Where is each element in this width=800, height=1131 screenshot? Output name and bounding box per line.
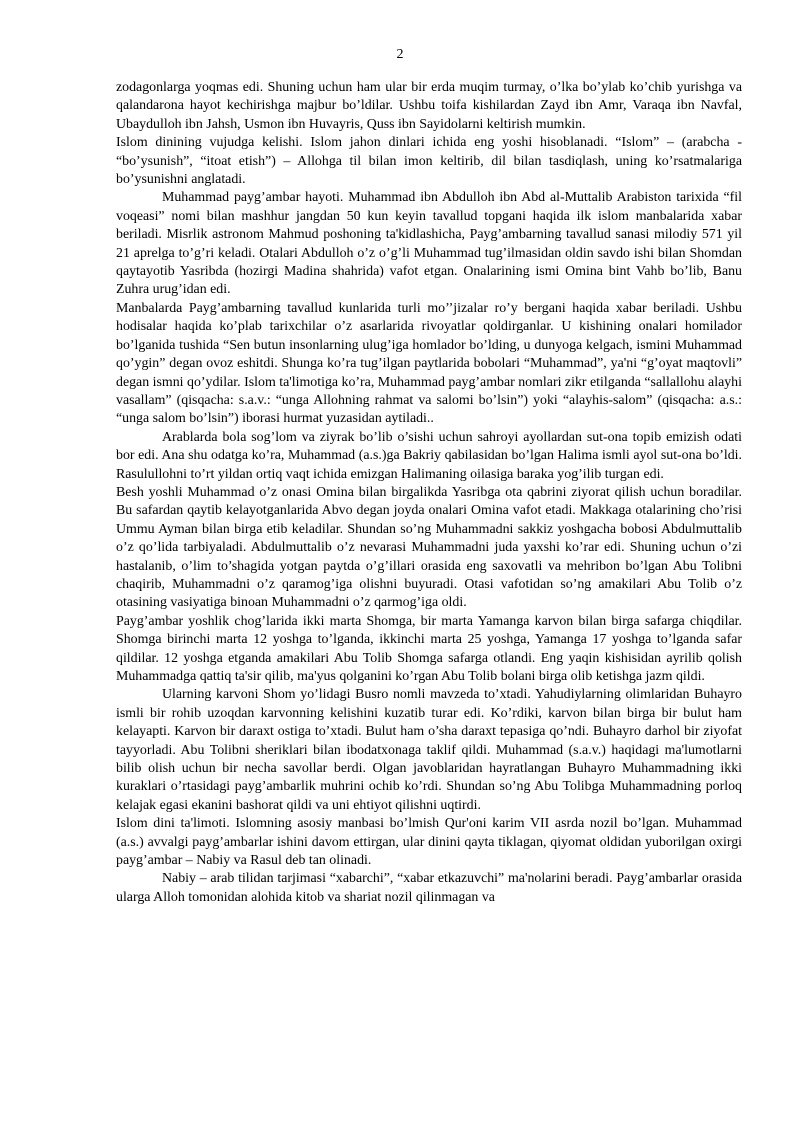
- paragraph: zodagonlarga yoqmas edi. Shuning uchun ham ular bir erda muqim turmay, o’lka bo’ylab ko’chib yurishga va qalandarona hayot kechirishga majbur bo’ldilar. Ushbu toifa kishilardan Zayd ibn Amr, Varaqa ibn Navfal, Ubaydulloh ibn Jahsh, Usmon ibn Huvayris, Quss ibn Sayidolarni keltirish mumkin.: [116, 80, 742, 132]
- paragraph: Muhammad payg’ambar hayoti. Muhammad ibn Abdulloh ibn Abd al-Muttalib Arabiston tarixida “fil voqeasi” nomi bilan mashhur jangdan 50 kun keyin tavallud topgani haqida ilk islom manbalarida xabar beriladi. Misrlik astronom Mahmud poshoning ta'kidlashicha, Payg’ambarning tavallud sanasi milodiy 571 yil 21 aprelga to’g’ri keladi. Otalari Abdulloh o’z o’g’li Muhammad tug’ilmasidan oldin savdo ishi bilan Shomdan qaytayotib Yasribda (hozirgi Madina shahrida) vafot etgan. Onalarining ismi Omina bint Vahb bo’lib, Banu Zuhra urug’idan edi.: [116, 190, 742, 298]
- paragraph: Manbalarda Payg’ambarning tavallud kunlarida turli mo’’jizalar ro’y bergani haqida xabar beriladi. Ushbu hodisalar haqida ko’plab tarixchilar o’z asarlarida rivoyatlar qoldirganlar. U kishining onalari homilador bo’lganida tushida “Sen butun insonlarning ulug’iga homlador bo’lding, u dunyoga kelgach, ismini Muhammad qo’ygin” degan ovoz eshitdi. Shunga ko’ra tug’ilgan paytlarida bobolari “Muhammad”, ya'ni “g’oyat maqtovli” degan ismni qo’ydilar. Islom ta'limotiga ko’ra, Muhammad payg’ambar nomlari zikr etilganda “sallallohu alayhi vasallam” (qisqacha: s.a.v.: “unga Allohning rahmat va salomi bo’lsin”) yoki “alayhis-salom” (qisqacha: a.s.: “unga salom bo’lsin”) iborasi hurmat yuzasidan aytiladi..: [116, 300, 742, 427]
- paragraph: Ularning karvoni Shom yo’lidagi Busro nomli mavzeda to’xtadi. Yahudiylarning olimlaridan Buhayro ismli bir rohib uzoqdan karvonning kelishini kuzatib turar edi. Ko’rdiki, karvon bilan birga bir bulut ham kelayapti. Karvon bir daraxt ostiga to’xtadi. Bulut ham o’sha daraxt tepasiga qo’ndi. Buhayro darhol bir ziyofat tayyorladi. Abu Tolibni sheriklari bilan ibodatxonaga taklif qildi. Muhammad (s.a.v.) haqidagi ma'lumotlarni bilib olish uchun bir necha savollar berdi. Olgan javoblaridan hayratlangan Buhayro Muhammadning ikki kuraklari o’rtasidagi payg’ambarlik muhrini ochib ko’rdi. Shundan so’ng Abu Tolibga Muhammadning porloq kelajak egasi ekanini bashorat qildi va uni ehtiyot qilishni uqtirdi.: [116, 687, 742, 813]
- paragraph: Islom dinining vujudga kelishi. Islom jahon dinlari ichida eng yoshi hisoblanadi. “Islom” – (arabcha - “bo’ysunish”, “itoat etish”) – Allohga til bilan imon keltirib, dil bilan tasdiqlash, uning ko’rsatmalariga bo’ysunishni anglatadi.: [116, 135, 742, 188]
- paragraph: Nabiy – arab tilidan tarjimasi “xabarchi”, “xabar etkazuvchi” ma'nolarini beradi. Payg’ambarlar orasida ularga Alloh tomonidan alohida kitob va shariat nozil qilinmagan va: [116, 871, 742, 905]
- body-text: [116, 79, 742, 907]
- page-number: 2: [396, 47, 404, 62]
- paragraph: Islom dini ta'limoti. Islomning asosiy manbasi bo’lmish Qur'oni karim VII asrda nozil bo’lgan. Muhammad (a.s.) avvalgi payg’ambarlar ishini davom ettirgan, ular dinini qayta tiklagan, qiyomat oldidan yuborilgan oxirgi payg’ambar – Nabiy va Rasul deb tan olinadi.: [116, 816, 742, 869]
- paragraph: Payg’ambar yoshlik chog’larida ikki marta Shomga, bir marta Yamanga karvon bilan birga safarga chiqdilar. Shomga birinchi marta 12 yoshga to’lganda, ikkinchi marta 25 yoshga, Yamanga 17 yoshga to’lganda safar qildilar. 12 yoshga etganda amakilari Abu Tolib Shomga safarga otlandi. Eng yaqin kishisidan ayrilib qolish Muhammadga qattiq ta'sir qilib, ma'yus qolganini ko’rgan Abu Tolib bolani birga olib ketishga jazm qildi.: [116, 613, 742, 684]
- paragraph: Arablarda bola sog’lom va ziyrak bo’lib o’sishi uchun sahroyi ayollardan sut-ona topib emizish odati bor edi. Ana shu odatga ko’ra, Muhammad (a.s.)ga Bakriy qabilasidan bo’lgan Halima ismli ayol sut-ona bo’ldi. Rasulullohni to’rt yildan ortiq vaqt ichida emizgan Halimaning oilasiga baraka yog’ilib turgan edi.: [116, 429, 742, 482]
- paragraph: Besh yoshli Muhammad o’z onasi Omina bilan birgalikda Yasribga ota qabrini ziyorat qilish uchun boradilar. Bu safardan qaytib kelayotganlarida Abvo degan joyda onalari Omina vafot etadi. Makkaga otalarining cho’risi Ummu Ayman bilan birga etib keladilar. Shundan so’ng Muhammadni sakkiz yoshgacha bobosi Abdulmuttalib o’z qo’lida tarbiyaladi. Abdulmuttalib o’z nevarasi Muhammadni juda yaxshi ko’rar edi. Shuning uchun o’zi hastalanib, o’lim to’shagida yotgan paytda o’g’illari orasida eng saxovatli va mehribon bo’lgan Abu Tolibni chaqirib, Muhammadni o’z qaramog’iga olishni buyuradi. Otasi vafotidan so’ng amakilari Abu Tolib o’z otasining vasiyatiga binoan Muhammadni o’z qarmog’iga oldi.: [116, 484, 742, 611]
